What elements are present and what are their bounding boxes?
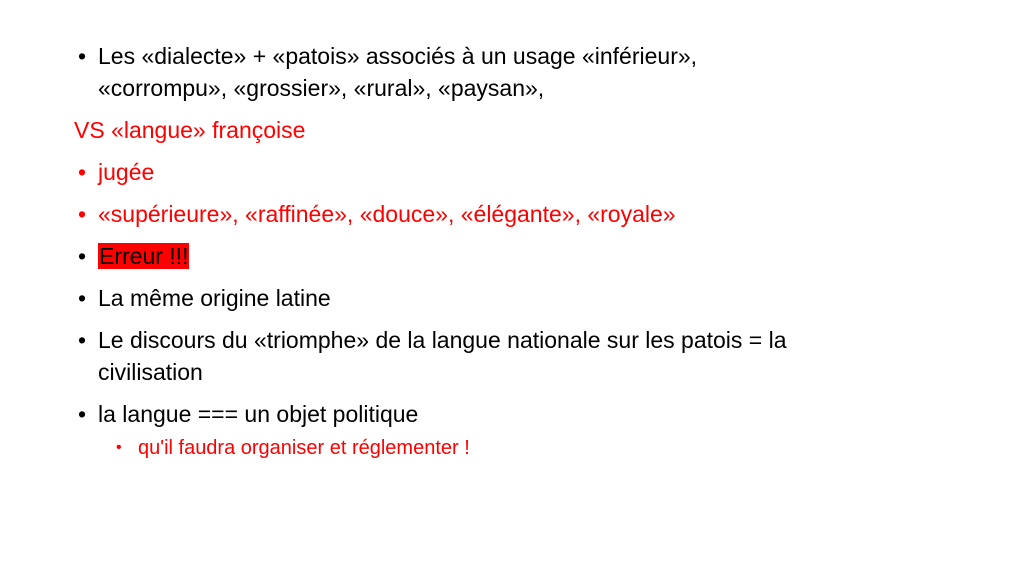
bullet-dialecte-patois	[74, 40, 974, 104]
bullet-text-line-1: Les «dialecte» + «patois» associés à un usage «inférieur»,	[98, 43, 698, 69]
bullet-text: jugée	[98, 159, 155, 185]
bullet-discours-triomphe	[74, 324, 974, 388]
bullet-text-line-1: Le discours du «triomphe» de la langue nationale sur les patois = la	[98, 327, 787, 353]
bullet-langue-politique	[74, 398, 974, 430]
bullet-text-line-2: «corrompu», «grossier», «rural», «paysan»,	[98, 75, 545, 101]
bullet-icon: •	[78, 327, 87, 353]
vs-langue-line: VS «langue» françoise	[74, 117, 306, 143]
bullet-icon: •	[78, 159, 87, 185]
erreur-highlight: Erreur !!!	[99, 243, 189, 269]
slide-body	[74, 40, 974, 462]
bullet-jugee	[74, 156, 974, 188]
bullet-icon: •	[78, 201, 87, 227]
bullet-text: La même origine latine	[98, 285, 331, 311]
bullet-erreur	[74, 240, 974, 272]
sub-bullet-icon: •	[116, 439, 122, 456]
bullet-icon: •	[78, 285, 87, 311]
bullet-icon: •	[78, 401, 87, 427]
bullet-icon: •	[78, 43, 87, 69]
sub-bullet-organiser	[74, 434, 974, 462]
bullet-superieure	[74, 198, 974, 230]
bullet-text: «supérieure», «raffinée», «douce», «élégante», «royale»	[98, 201, 676, 227]
bullet-icon: •	[78, 243, 87, 269]
bullet-text: la langue === un objet politique	[98, 401, 419, 427]
sub-bullet-text: qu'il faudra organiser et réglementer !	[138, 437, 470, 459]
bullet-text-line-2: civilisation	[98, 359, 203, 385]
bullet-meme-origine	[74, 282, 974, 314]
